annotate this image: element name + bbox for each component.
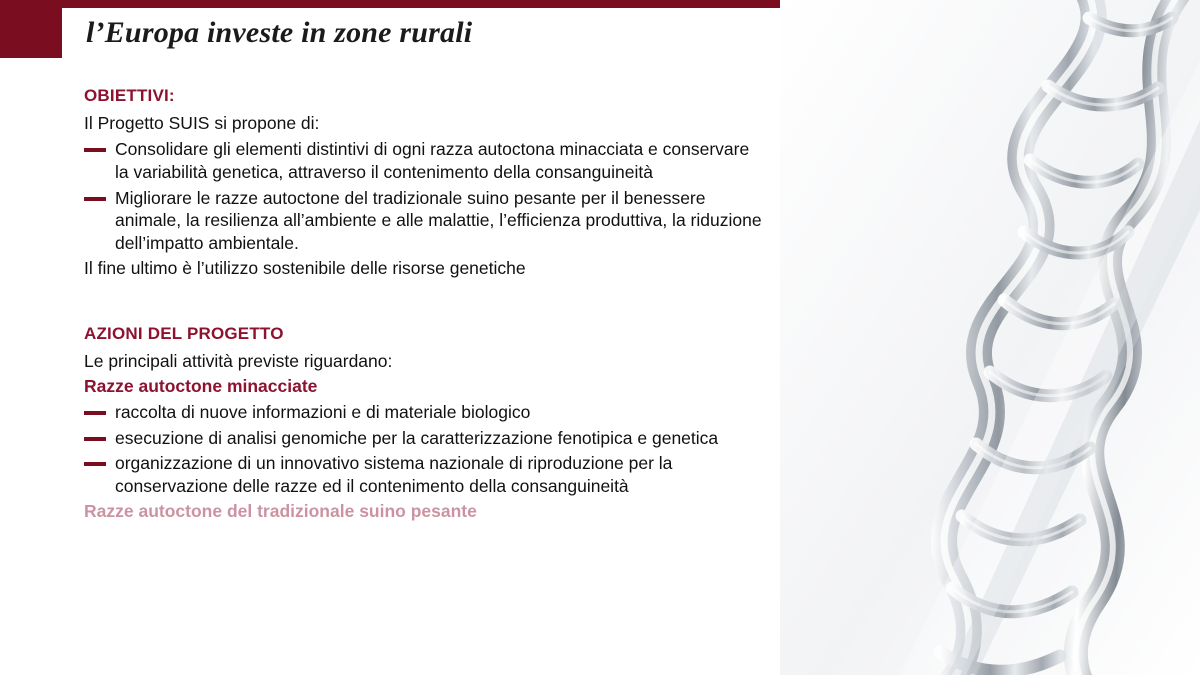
dna-helix-illustration: [780, 0, 1200, 675]
dash-bullet-icon: [84, 411, 106, 415]
list-item: [84, 427, 764, 450]
document-body: [84, 86, 764, 526]
dash-bullet-icon: [84, 148, 106, 152]
list-item-text: esecuzione di analisi genomiche per la caratterizzazione fenotipica e genetica: [115, 427, 719, 448]
bullet-list-obiettivi: [84, 138, 764, 254]
section-spacer: [84, 280, 764, 324]
subheading-razze-autoctone-minacciate: Razze autoctone minacciate: [84, 375, 318, 396]
list-item-text: raccolta di nuove informazioni e di materiale biologico: [115, 401, 531, 422]
dash-bullet-icon: [84, 197, 106, 201]
left-accent-block: [0, 0, 62, 58]
page-tagline: l’Europa investe in zone rurali: [86, 16, 473, 49]
list-item: [84, 452, 764, 497]
section-heading-azioni: AZIONI DEL PROGETTO: [84, 323, 284, 343]
section-lead-azioni: Le principali attività previste riguardano:: [84, 350, 393, 371]
list-item-text: organizzazione di un innovativo sistema nazionale di riproduzione per la conservazione delle razze ed il contenimento della consanguineità: [115, 453, 673, 496]
list-item-text: Migliorare le razze autoctone del tradizionale suino pesante per il benessere animale, la resilienza all’ambiente e alle malattie, l’efficienza produttiva, la riduzione dell’impatto ambientale.: [115, 187, 762, 253]
section-obiettivi: [84, 86, 764, 280]
list-item: [84, 138, 764, 183]
list-item: [84, 401, 764, 424]
dash-bullet-icon: [84, 462, 106, 466]
section-heading-obiettivi: OBIETTIVI:: [84, 86, 175, 105]
section-closing-obiettivi: Il fine ultimo è l’utilizzo sostenibile delle risorse genetiche: [84, 258, 526, 279]
section-lead-obiettivi: Il Progetto SUIS si propone di:: [84, 113, 320, 133]
subheading-razze-tradizionale-suino-pesante: Razze autoctone del tradizionale suino pesante: [84, 501, 477, 522]
section-azioni: [84, 324, 764, 523]
dna-helix-svg: [780, 0, 1200, 675]
list-item: [84, 187, 764, 255]
bullet-list-azioni: [84, 401, 764, 497]
dash-bullet-icon: [84, 437, 106, 441]
list-item-text: Consolidare gli elementi distintivi di ogni razza autoctona minacciata e conservare la variabilità genetica, attraverso il contenimento della consanguineità: [115, 139, 750, 182]
